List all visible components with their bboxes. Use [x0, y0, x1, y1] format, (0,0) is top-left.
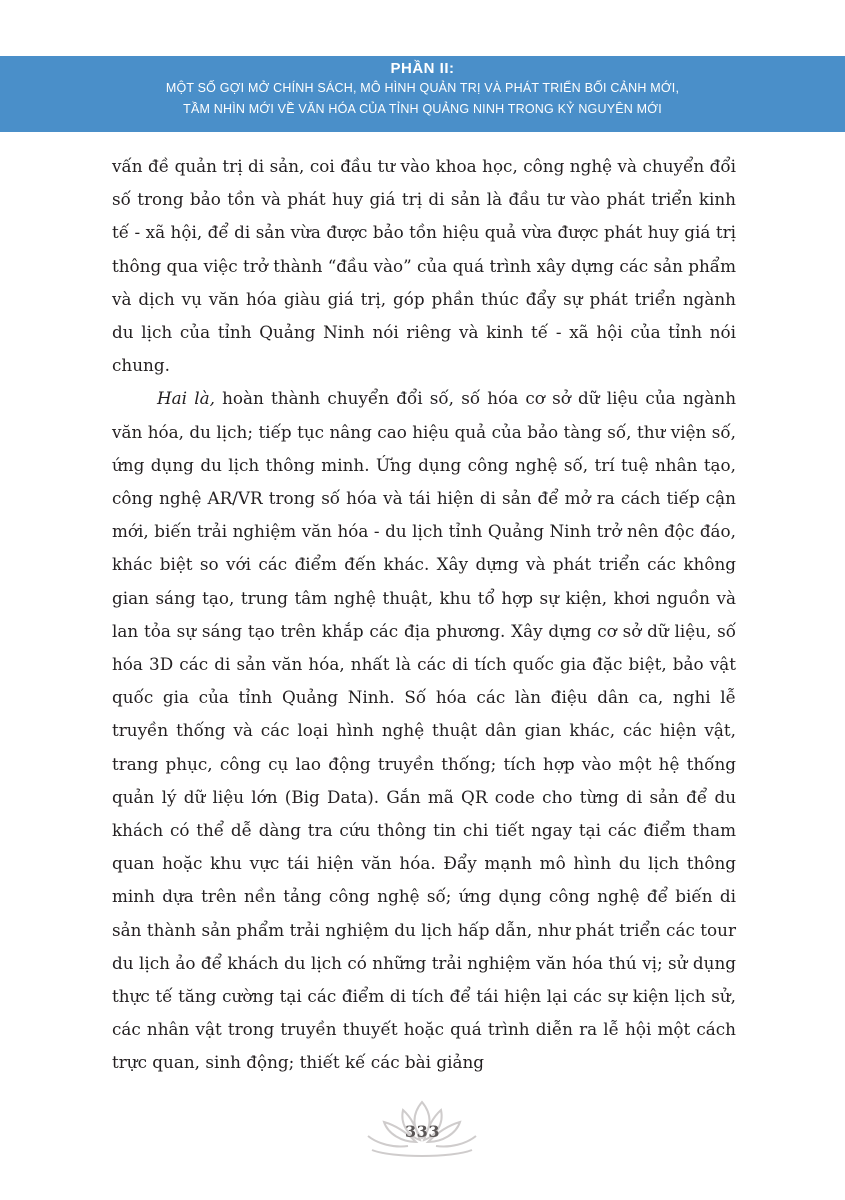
body-paragraph-2: [112, 382, 736, 1079]
part-subtitle-line-1: MỘT SỐ GỢI MỞ CHÍNH SÁCH, MÔ HÌNH QUẢN TRỊ VÀ PHÁT TRIỂN BỐI CẢNH MỚI,: [165, 81, 680, 95]
part-header-banner: [0, 56, 845, 132]
part-title: PHẦN II:: [390, 60, 455, 77]
page-body: [112, 150, 736, 1080]
part-subtitle-line-2: TẦM NHÌN MỚI VỀ VĂN HÓA CỦA TỈNH QUẢNG NINH TRONG KỶ NGUYÊN MỚI: [183, 102, 662, 116]
body-paragraph-1: vấn đề quản trị di sản, coi đầu tư vào khoa học, công nghệ và chuyển đổi số trong bảo tồn và phát huy giá trị di sản là đầu tư vào phát triển kinh tế - xã hội, để di sản vừa được bảo tồn hiệu quả vừa được phát huy giá trị thông qua việc trở thành “đầu vào” của quá trình xây dựng các sản phẩm và dịch vụ văn hóa giàu giá trị, góp phần thúc đẩy sự phát triển ngành du lịch của tỉnh Quảng Ninh nói riêng và kinh tế - xã hội của tỉnh nói chung.: [112, 156, 736, 376]
paragraph-lead-phrase: Hai là,: [157, 388, 215, 409]
page-footer: [0, 1096, 845, 1176]
paragraph-2-text: hoàn thành chuyển đổi số, số hóa cơ sở dữ liệu của ngành văn hóa, du lịch; tiếp tục nâng cao hiệu quả của bảo tàng số, thư viện số, ứng dụng du lịch thông minh. Ứng dụng công nghệ số, trí tuệ nhân tạo, công nghệ AR/VR trong số hóa và tái hiện di sản để mở ra cách tiếp cận mới, biến trải nghiệm văn hóa - du lịch tỉnh Quảng Ninh trở nên độc đáo, khác biệt so với các điểm đến khác. Xây dựng và phát triển các không gian sáng tạo, trung tâm nghệ thuật, khu tổ hợp sự kiện, khơi nguồn và lan tỏa sự sáng tạo trên khắp các địa phương. Xây dựng cơ sở dữ liệu, số hóa 3D các di sản văn hóa, nhất là các di tích quốc gia đặc biệt, bảo vật quốc gia của tỉnh Quảng Ninh. Số hóa các làn điệu dân ca, nghi lễ truyền thống và các loại hình nghệ thuật dân gian khác, các hiện vật, trang phục, công cụ lao động truyền thống; tích hợp vào một hệ thống quản lý dữ liệu lớn (Big Data). Gắn mã QR code cho từng di sản để du khách có thể dễ dàng tra cứu thông tin chi tiết ngay tại các điểm tham quan hoặc khu vực tái hiện văn hóa. Đẩy mạnh mô hình du lịch thông minh dựa trên nền tảng công nghệ số; ứng dụng công nghệ để biến di sản thành sản phẩm trải nghiệm du lịch hấp dẫn, như phát triển các tour du lịch ảo để khách du lịch có những trải nghiệm văn hóa thú vị; sử dụng thực tế tăng cường tại các điểm di tích để tái hiện lại các sự kiện lịch sử, các nhân vật trong truyền thuyết hoặc quá trình diễn ra lễ hội một cách trực quan, sinh động; thiết kế các bài giảng: [112, 388, 737, 1073]
page-number: 333: [405, 1122, 440, 1141]
